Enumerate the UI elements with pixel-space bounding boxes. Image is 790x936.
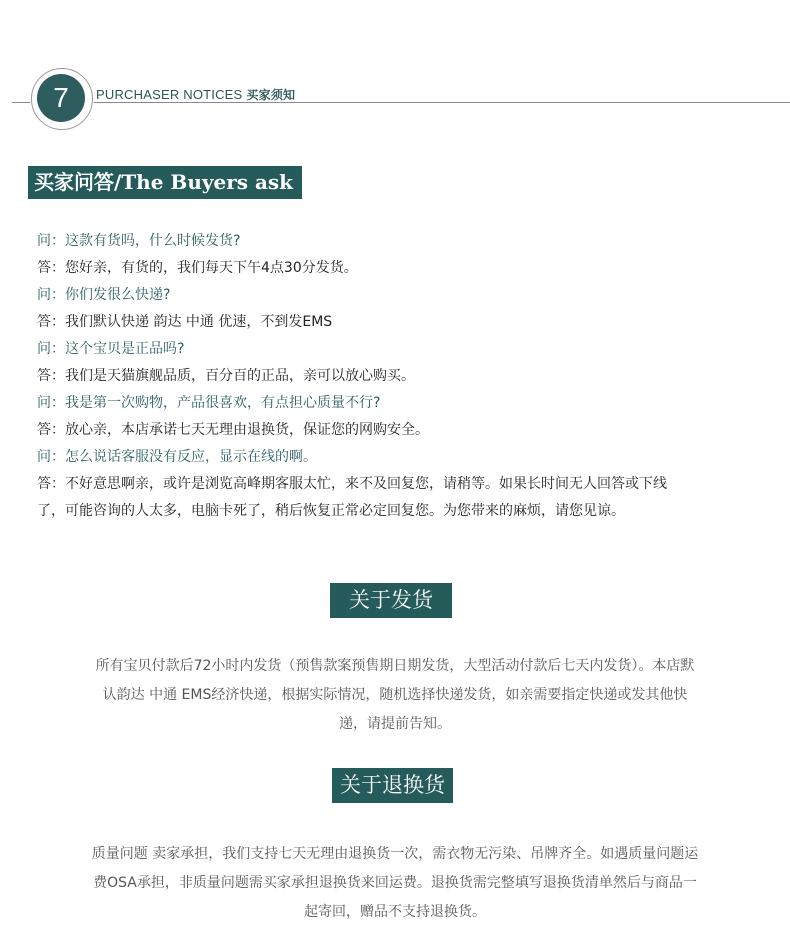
answer-line: 答：您好亲，有货的，我们每天下午4点30分发货。: [37, 260, 358, 276]
answer-line: 答：我们是天猫旗舰品质，百分百的正品，亲可以放心购买。: [37, 368, 415, 384]
returns-line: 起寄回，赠品不支持退换货。: [304, 904, 486, 920]
shipping-line: 递，请提前告知。: [339, 716, 451, 732]
qa-section-title: 买家问答/The Buyers ask: [28, 166, 302, 199]
shipping-title: 关于发货: [330, 583, 452, 618]
question-line: 问：怎么说话客服没有反应，显示在线的啊。: [37, 449, 317, 465]
question-line: 问：这个宝贝是正品吗?: [37, 341, 185, 357]
shipping-line: 认韵达 中通 EMS经济快递，根据实际情况，随机选择快递发货，如亲需要指定快递或发其他快: [102, 687, 688, 703]
question-line: 问：你们发很么快递?: [37, 287, 171, 303]
answer-line: 了，可能咨询的人太多，电脑卡死了，稍后恢复正常必定回复您。为您带来的麻烦，请您见谅。: [37, 503, 625, 519]
section-number-badge: [30, 67, 94, 131]
answer-line: 答：我们默认快递 韵达 中通 优速，不到发EMS: [37, 314, 333, 330]
returns-paragraph: [28, 840, 762, 927]
answer-line: 答：不好意思啊亲，或许是浏览高峰期客服太忙，来不及回复您，请稍等。如果长时间无人回答或下线: [37, 476, 667, 492]
header-title-en: PURCHASER NOTICES: [96, 87, 243, 102]
qa-list: [37, 228, 757, 525]
question-line: 问：这款有货吗，什么时候发货?: [37, 233, 241, 249]
returns-title: 关于退换货: [332, 768, 453, 803]
shipping-paragraph: [28, 652, 762, 739]
header-title-cn: 买家须知: [246, 88, 296, 102]
question-line: 问：我是第一次购物，产品很喜欢，有点担心质量不行?: [37, 395, 381, 411]
header-title: [96, 86, 295, 103]
answer-line: 答：放心亲，本店承诺七天无理由退换货，保证您的网购安全。: [37, 422, 429, 438]
returns-line: 费OSA承担，非质量问题需买家承担退换货来回运费。退换货需完整填写退换货清单然后与商品一: [93, 875, 697, 891]
shipping-line: 所有宝贝付款后72小时内发货（预售款案预售期日期发货，大型活动付款后七天内发货）。本店默: [95, 658, 695, 674]
returns-line: 质量问题 卖家承担，我们支持七天无理由退换货一次，需衣物无污染、吊牌齐全。如遇质量问题运: [91, 846, 699, 862]
badge-number: 7: [37, 74, 85, 122]
